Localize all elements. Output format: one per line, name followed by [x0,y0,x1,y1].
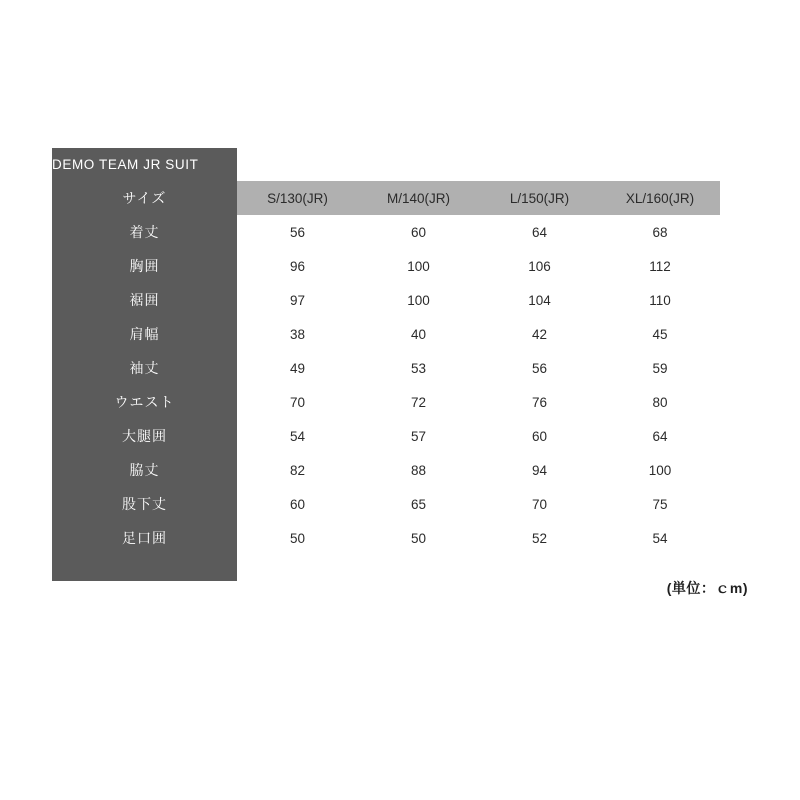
cell-value: 54 [237,419,358,453]
cell-value: 80 [600,385,720,419]
table-row [52,521,720,555]
table-row [52,453,720,487]
row-label-wakitake: 脇丈 [52,453,237,487]
table-row [52,487,720,521]
row-label-waist: ウエスト [52,385,237,419]
cell-value: 104 [479,283,600,317]
cell-value: 60 [237,487,358,521]
cell-value: 50 [358,521,479,555]
cell-value: 54 [600,521,720,555]
table-header-row [52,181,720,215]
cell-value: 100 [600,453,720,487]
row-label-daitaii: 大腿囲 [52,419,237,453]
column-header-xl160: XL/160(JR) [600,181,720,215]
row-label-matashitatake: 股下丈 [52,487,237,521]
cell-value: 65 [358,487,479,521]
cell-value: 49 [237,351,358,385]
row-label-kyoui: 胸囲 [52,249,237,283]
footer-filler [237,555,358,581]
title-row-filler [358,148,479,181]
cell-value: 112 [600,249,720,283]
table-row [52,283,720,317]
cell-value: 75 [600,487,720,521]
table-row [52,317,720,351]
cell-value: 100 [358,249,479,283]
cell-value: 64 [600,419,720,453]
row-label-susoi: 裾囲 [52,283,237,317]
header-size-label: サイズ [52,181,237,215]
footer-filler [479,555,600,581]
column-header-l150: L/150(JR) [479,181,600,215]
table-row [52,215,720,249]
cell-value: 64 [479,215,600,249]
table-footer-row [52,555,720,581]
column-header-s130: S/130(JR) [237,181,358,215]
unit-note: (単位：ｃm) [666,580,748,596]
chart-title: DEMO TEAM JR SUIT [52,148,237,181]
table-title-row [52,148,720,181]
size-chart-table [52,148,720,581]
cell-value: 82 [237,453,358,487]
cell-value: 56 [479,351,600,385]
cell-value: 100 [358,283,479,317]
table-row [52,351,720,385]
cell-value: 59 [600,351,720,385]
cell-value: 57 [358,419,479,453]
title-row-filler [600,148,720,181]
title-row-filler [479,148,600,181]
cell-value: 60 [479,419,600,453]
column-header-m140: M/140(JR) [358,181,479,215]
cell-value: 97 [237,283,358,317]
cell-value: 106 [479,249,600,283]
cell-value: 60 [358,215,479,249]
title-row-filler [237,148,358,181]
cell-value: 96 [237,249,358,283]
cell-value: 52 [479,521,600,555]
cell-value: 45 [600,317,720,351]
cell-value: 110 [600,283,720,317]
cell-value: 72 [358,385,479,419]
row-label-sodetake: 袖丈 [52,351,237,385]
cell-value: 38 [237,317,358,351]
cell-value: 42 [479,317,600,351]
cell-value: 40 [358,317,479,351]
cell-value: 70 [479,487,600,521]
cell-value: 56 [237,215,358,249]
cell-value: 53 [358,351,479,385]
table-row [52,249,720,283]
row-label-kitake: 着丈 [52,215,237,249]
cell-value: 88 [358,453,479,487]
footer-filler [358,555,479,581]
cell-value: 50 [237,521,358,555]
cell-value: 76 [479,385,600,419]
row-label-katahaba: 肩幅 [52,317,237,351]
row-label-ashikuchii: 足口囲 [52,521,237,555]
cell-value: 94 [479,453,600,487]
table-row [52,385,720,419]
table-row [52,419,720,453]
cell-value: 68 [600,215,720,249]
cell-value: 70 [237,385,358,419]
label-column-footer [52,555,237,581]
